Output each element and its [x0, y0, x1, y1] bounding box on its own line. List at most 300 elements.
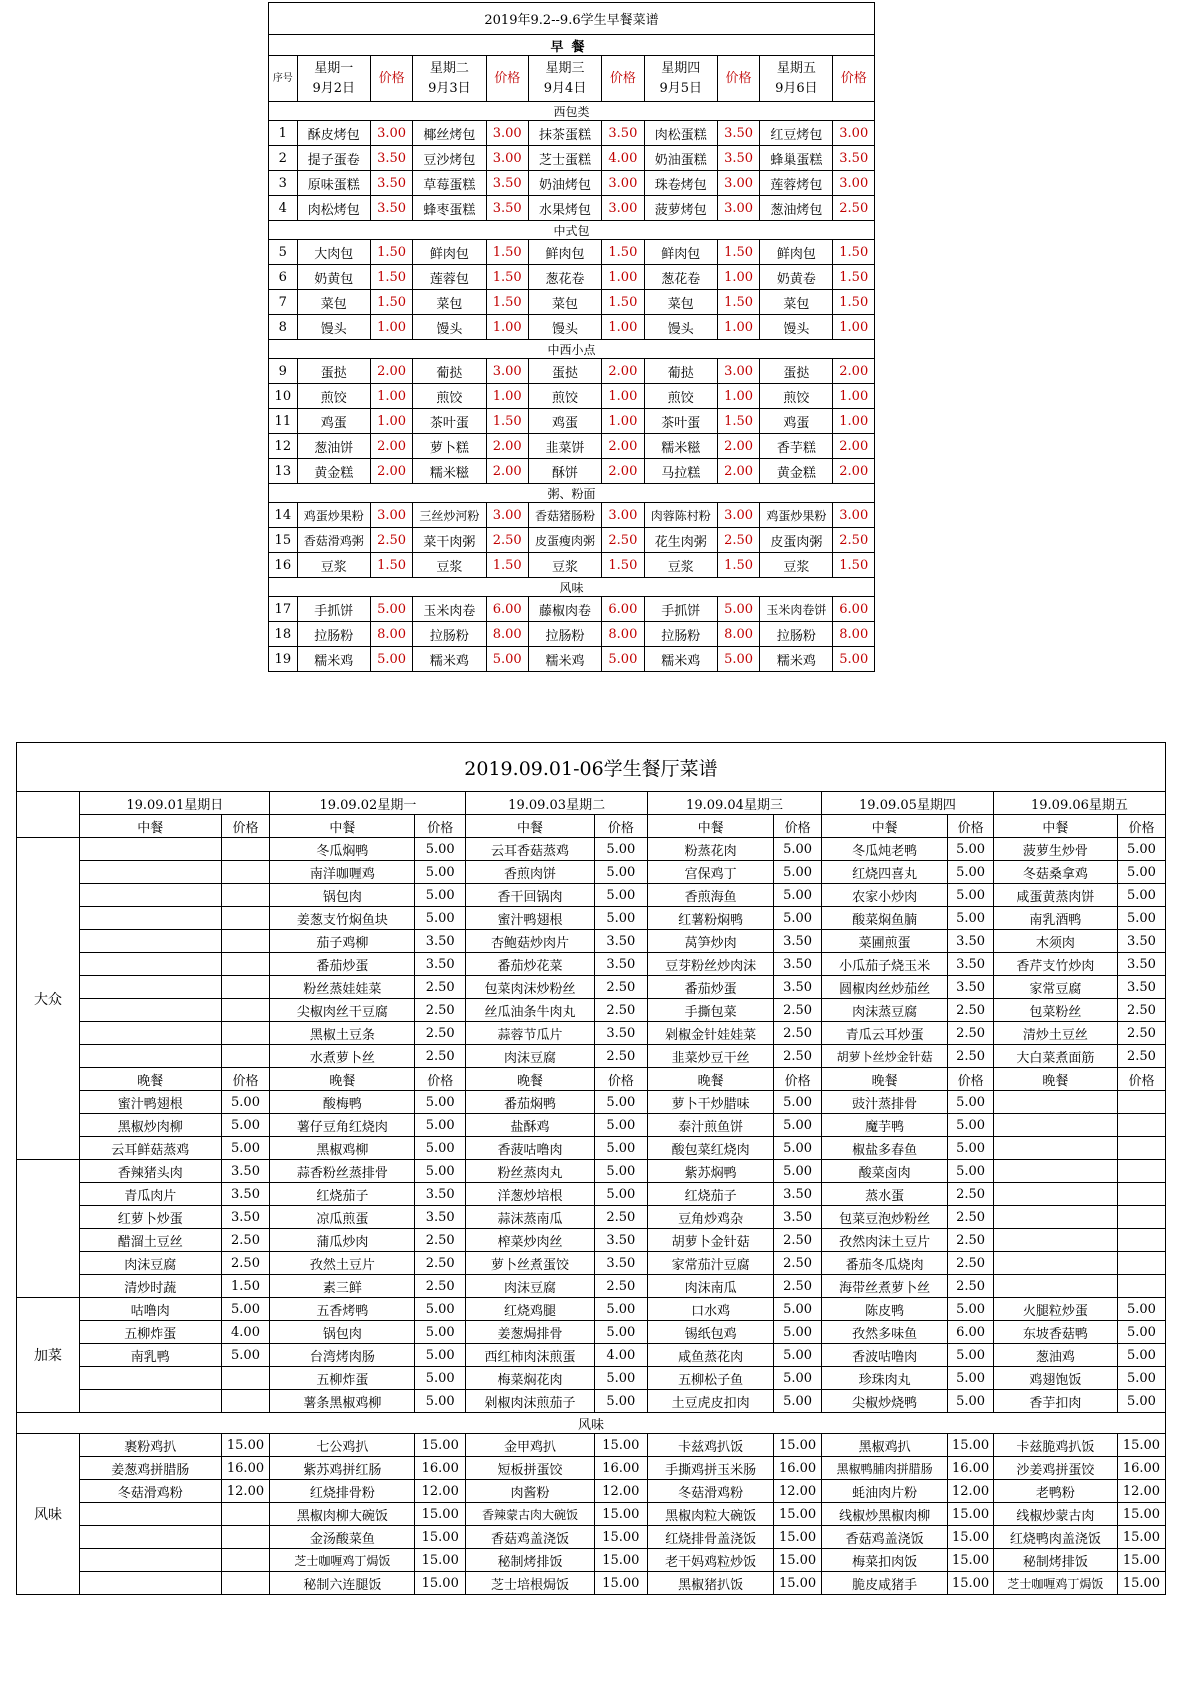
fengwei-row [17, 1480, 1166, 1503]
category-fengwei: 风味 [17, 1434, 80, 1595]
header-no: 序号 [269, 56, 298, 102]
header-day [644, 56, 717, 102]
dish-name: 木须肉 [993, 930, 1117, 953]
dish-name: 豆浆 [413, 553, 486, 578]
canteen-menu-table [16, 742, 1166, 1595]
price-label: 价格 [221, 815, 270, 838]
dinner-row [17, 1183, 1166, 1206]
dish-price: 15.00 [594, 1572, 647, 1595]
day-header: 19.09.02星期一 [270, 792, 466, 815]
dish-name: 玉米肉卷饼 [760, 597, 833, 622]
dish-price: 5.00 [774, 1114, 822, 1137]
dish-name: 咸蛋黄蒸肉饼 [993, 884, 1117, 907]
dish-price: 5.00 [594, 1114, 647, 1137]
dish-price: 15.00 [415, 1434, 466, 1457]
dish-price: 2.50 [594, 1045, 647, 1068]
breakfast-header-row [269, 56, 875, 102]
dish-name: 红烧鸡腿 [466, 1298, 594, 1321]
date: 9月5日 [659, 80, 702, 96]
dish-price: 2.50 [948, 999, 994, 1022]
dish-name: 拉肠粉 [297, 622, 370, 647]
dish-name: 香芋糕 [760, 434, 833, 459]
dish-name: 番茄炒蛋 [647, 976, 773, 999]
dish-name: 鸡翅饱饭 [993, 1367, 1117, 1390]
menu-row [269, 622, 875, 647]
dish-name: 凉瓜煎蛋 [270, 1206, 415, 1229]
header-price: 价格 [370, 56, 412, 102]
dish-price: 3.00 [370, 121, 412, 146]
dish-name: 番茄炒花菜 [466, 953, 594, 976]
dish-price [221, 884, 270, 907]
price-label: 价格 [594, 815, 647, 838]
dish-price: 5.00 [594, 1390, 647, 1413]
dish-price [1117, 1229, 1165, 1252]
dish-name: 鲜肉包 [413, 240, 486, 265]
dish-name: 黄金糕 [760, 459, 833, 484]
dish-name [993, 1275, 1117, 1298]
dish-price: 5.00 [594, 1298, 647, 1321]
dish-name: 手抓饼 [644, 597, 717, 622]
dish-name: 陈皮鸭 [822, 1298, 948, 1321]
dish-price: 15.00 [948, 1549, 994, 1572]
dish-name: 芝士咖喱鸡丁焗饭 [993, 1572, 1117, 1595]
dish-price: 2.50 [948, 1022, 994, 1045]
dish-name: 芝士咖喱鸡丁焗饭 [270, 1549, 415, 1572]
dish-price: 1.00 [717, 384, 759, 409]
dish-name [80, 838, 221, 861]
dish-price: 1.50 [602, 553, 644, 578]
dish-price: 3.00 [717, 359, 759, 384]
dish-name: 糯米鸡 [528, 647, 601, 672]
dish-name: 黑椒鸡扒 [822, 1434, 948, 1457]
price-label: 价格 [415, 815, 466, 838]
dish-name: 手抓饼 [297, 597, 370, 622]
dish-name: 剁椒金针娃娃菜 [647, 1022, 773, 1045]
dish-name: 火腿粒炒蛋 [993, 1298, 1117, 1321]
section-label: 中式包 [269, 221, 875, 240]
date: 9月6日 [775, 80, 818, 96]
dish-name: 韭菜饼 [528, 434, 601, 459]
fengwei-row [17, 1526, 1166, 1549]
dish-price: 15.00 [415, 1503, 466, 1526]
dish-name: 糯米鸡 [760, 647, 833, 672]
lunch-row [17, 1045, 1166, 1068]
dish-name: 鸡蛋 [528, 409, 601, 434]
dish-price: 1.50 [370, 265, 412, 290]
header-day [297, 56, 370, 102]
dish-price: 5.00 [594, 907, 647, 930]
dinner-row [17, 1252, 1166, 1275]
dish-name: 黑椒土豆条 [270, 1022, 415, 1045]
dish-name: 酥皮烤包 [297, 121, 370, 146]
dish-name: 清炒土豆丝 [993, 1022, 1117, 1045]
dish-name [80, 953, 221, 976]
dish-price: 3.00 [717, 171, 759, 196]
dish-price: 2.50 [774, 1022, 822, 1045]
dish-price: 5.00 [1117, 1321, 1165, 1344]
dish-price: 5.00 [221, 1344, 270, 1367]
dish-name: 清炒时蔬 [80, 1275, 221, 1298]
dish-price: 2.50 [833, 196, 875, 221]
dish-name: 藤椒肉卷 [528, 597, 601, 622]
dish-price: 8.00 [717, 622, 759, 647]
day-header: 19.09.05星期四 [822, 792, 994, 815]
dish-name: 香菇鸡盖浇饭 [466, 1526, 594, 1549]
row-number: 6 [269, 265, 298, 290]
dish-price: 3.00 [602, 196, 644, 221]
dish-price [221, 976, 270, 999]
dish-name [80, 907, 221, 930]
dish-name: 杏鲍菇炒肉片 [466, 930, 594, 953]
dish-price: 2.00 [602, 434, 644, 459]
dish-price: 5.00 [221, 1298, 270, 1321]
dish-price: 5.00 [415, 838, 466, 861]
menu-row [269, 434, 875, 459]
dish-name: 东坡香菇鸭 [993, 1321, 1117, 1344]
dish-name [80, 1390, 221, 1413]
dish-price: 4.00 [602, 146, 644, 171]
row-number: 10 [269, 384, 298, 409]
dish-price: 15.00 [948, 1434, 994, 1457]
dinner-row [17, 1091, 1166, 1114]
dish-price: 1.00 [833, 315, 875, 340]
dish-price: 3.50 [594, 953, 647, 976]
dish-name: 菜包 [760, 290, 833, 315]
dish-name: 素三鲜 [270, 1275, 415, 1298]
dish-price: 1.50 [833, 290, 875, 315]
dish-price: 5.00 [948, 884, 994, 907]
dish-name: 咕噜肉 [80, 1298, 221, 1321]
dish-name: 青瓜云耳炒蛋 [822, 1022, 948, 1045]
dish-name: 草莓蛋糕 [413, 171, 486, 196]
dish-name: 豉汁蒸排骨 [822, 1091, 948, 1114]
dish-name: 薯仔豆角红烧肉 [270, 1114, 415, 1137]
dish-name: 酥饼 [528, 459, 601, 484]
dish-name: 香干回锅肉 [466, 884, 594, 907]
dish-price [1117, 1160, 1165, 1183]
weekday: 星期一 [314, 60, 354, 76]
dish-name: 秘制六连腿饭 [270, 1572, 415, 1595]
dish-name: 豆角炒鸡杂 [647, 1206, 773, 1229]
dish-name: 薯条黑椒鸡柳 [270, 1390, 415, 1413]
dish-name [80, 1367, 221, 1390]
dish-price: 5.00 [415, 1137, 466, 1160]
dish-price: 16.00 [221, 1457, 270, 1480]
dish-name: 梅菜焖花肉 [466, 1367, 594, 1390]
dish-price: 5.00 [221, 1137, 270, 1160]
dish-name: 蜜汁鸭翅根 [466, 907, 594, 930]
dish-price: 5.00 [415, 1114, 466, 1137]
dish-price: 3.00 [370, 503, 412, 528]
dish-name: 香菇滑鸡粥 [297, 528, 370, 553]
date: 9月4日 [543, 80, 587, 96]
dish-price: 1.50 [833, 553, 875, 578]
dish-name: 豆浆 [297, 553, 370, 578]
dish-name: 酸包菜红烧肉 [647, 1137, 773, 1160]
dish-name: 葱花卷 [644, 265, 717, 290]
dish-price [1117, 1091, 1165, 1114]
dish-price [221, 999, 270, 1022]
dish-price: 3.50 [221, 1206, 270, 1229]
dish-price: 1.00 [717, 265, 759, 290]
dish-name: 粉丝蒸娃娃菜 [270, 976, 415, 999]
dish-price: 12.00 [948, 1480, 994, 1503]
dish-price: 15.00 [774, 1549, 822, 1572]
dish-price: 16.00 [948, 1457, 994, 1480]
dish-price: 2.00 [602, 459, 644, 484]
dish-name: 剁椒肉沫煎茄子 [466, 1390, 594, 1413]
dish-name: 肉酱粉 [466, 1480, 594, 1503]
dish-price [1117, 1252, 1165, 1275]
lunch-label: 中餐 [466, 815, 594, 838]
dish-name: 五香烤鸭 [270, 1298, 415, 1321]
dish-name [80, 1549, 221, 1572]
dish-price: 5.00 [415, 907, 466, 930]
dish-name: 尖椒炒烧鸭 [822, 1390, 948, 1413]
dish-price: 16.00 [774, 1457, 822, 1480]
dish-name: 玉米肉卷 [413, 597, 486, 622]
section-label: 中西小点 [269, 340, 875, 359]
dish-name: 香芹支竹炒肉 [993, 953, 1117, 976]
section-label: 粥、粉面 [269, 484, 875, 503]
dish-price: 3.50 [370, 146, 412, 171]
menu-row [269, 528, 875, 553]
dish-name [80, 930, 221, 953]
dish-price: 15.00 [948, 1503, 994, 1526]
dish-price: 2.00 [486, 434, 528, 459]
dish-price: 15.00 [774, 1434, 822, 1457]
dish-name: 鸡蛋 [297, 409, 370, 434]
dish-name: 老干妈鸡粒炒饭 [647, 1549, 773, 1572]
dish-name: 姜葱支竹焖鱼块 [270, 907, 415, 930]
dinner-label: 晚餐 [993, 1068, 1117, 1091]
dinner-label: 晚餐 [822, 1068, 948, 1091]
dish-name: 糯米鸡 [413, 647, 486, 672]
dish-price: 5.00 [594, 1160, 647, 1183]
dish-name: 红烧排骨粉 [270, 1480, 415, 1503]
section-row [269, 102, 875, 121]
section-row [269, 340, 875, 359]
dish-name: 奶油蛋糕 [644, 146, 717, 171]
dish-price: 2.50 [948, 1275, 994, 1298]
lunch-row [17, 1022, 1166, 1045]
lunch-row [17, 930, 1166, 953]
dish-price: 2.50 [594, 976, 647, 999]
dish-name: 榨菜炒肉丝 [466, 1229, 594, 1252]
dish-price [1117, 1137, 1165, 1160]
dish-price: 5.00 [717, 647, 759, 672]
dish-price: 3.50 [486, 196, 528, 221]
category-jiacai: 加菜 [17, 1298, 80, 1413]
menu-row [269, 146, 875, 171]
date: 9月3日 [428, 80, 471, 96]
dish-name: 魔芋鸭 [822, 1114, 948, 1137]
dish-name: 红烧鸭肉盖浇饭 [993, 1526, 1117, 1549]
dish-price: 3.00 [717, 196, 759, 221]
dish-price: 2.50 [370, 528, 412, 553]
dish-name: 拉肠粉 [413, 622, 486, 647]
dish-price: 15.00 [415, 1549, 466, 1572]
dish-price: 3.50 [774, 930, 822, 953]
dish-name: 锡纸包鸡 [647, 1321, 773, 1344]
dish-price: 5.00 [1117, 1367, 1165, 1390]
dish-price: 15.00 [594, 1549, 647, 1572]
dish-name: 葡挞 [644, 359, 717, 384]
dish-name: 黑椒炒肉柳 [80, 1114, 221, 1137]
dish-price [221, 930, 270, 953]
dinner-row [17, 1137, 1166, 1160]
dish-name: 香辣蒙古肉大碗饭 [466, 1503, 594, 1526]
dish-name: 口水鸡 [647, 1298, 773, 1321]
dish-price: 5.00 [774, 1091, 822, 1114]
dish-name: 农家小炒肉 [822, 884, 948, 907]
dish-price: 3.50 [594, 930, 647, 953]
dish-name: 蜂枣蛋糕 [413, 196, 486, 221]
price-label: 价格 [774, 1068, 822, 1091]
dish-name: 拉肠粉 [644, 622, 717, 647]
weekday: 星期三 [545, 60, 585, 76]
dish-price: 2.50 [415, 999, 466, 1022]
dish-name [993, 1114, 1117, 1137]
dish-name: 红烧排骨盖浇饭 [647, 1526, 773, 1549]
dish-price: 1.50 [370, 240, 412, 265]
dish-name: 金甲鸡扒 [466, 1434, 594, 1457]
dish-name [993, 1206, 1117, 1229]
dish-name: 土豆虎皮扣肉 [647, 1390, 773, 1413]
dish-name: 拉肠粉 [760, 622, 833, 647]
dish-name: 葱油饼 [297, 434, 370, 459]
weekday: 星期五 [776, 60, 816, 76]
dish-name: 奶油烤包 [528, 171, 601, 196]
dish-name: 沙姜鸡拼蛋饺 [993, 1457, 1117, 1480]
dish-price: 1.00 [833, 384, 875, 409]
dish-price: 5.00 [948, 1367, 994, 1390]
dish-price [221, 1022, 270, 1045]
dish-name: 鸡蛋 [760, 409, 833, 434]
dish-name: 肉沫南瓜 [647, 1275, 773, 1298]
jiacai-row [17, 1344, 1166, 1367]
dish-price: 2.50 [948, 1229, 994, 1252]
dish-price [221, 1526, 270, 1549]
section-label: 风味 [269, 578, 875, 597]
dish-price: 3.50 [1117, 953, 1165, 976]
dish-name: 宫保鸡丁 [647, 861, 773, 884]
dish-name: 秘制烤排饭 [466, 1549, 594, 1572]
dish-price [221, 861, 270, 884]
dish-name: 卡兹鸡扒饭 [647, 1434, 773, 1457]
price-label: 价格 [415, 1068, 466, 1091]
dish-price: 3.50 [1117, 976, 1165, 999]
dish-name: 圆椒肉丝炒茄丝 [822, 976, 948, 999]
breakfast-menu-table [268, 2, 875, 672]
dish-name: 粉丝蒸肉丸 [466, 1160, 594, 1183]
dish-price: 1.00 [370, 384, 412, 409]
dinner-label: 晚餐 [647, 1068, 773, 1091]
dish-name: 肉沫豆腐 [466, 1275, 594, 1298]
dish-name: 大肉包 [297, 240, 370, 265]
dish-price: 2.50 [221, 1229, 270, 1252]
dish-price: 1.00 [370, 409, 412, 434]
price-label: 价格 [948, 815, 994, 838]
dish-price: 5.00 [221, 1091, 270, 1114]
dish-price [221, 1367, 270, 1390]
row-number: 2 [269, 146, 298, 171]
dish-name: 黑椒肉粒大碗饭 [647, 1503, 773, 1526]
dinner-label: 晚餐 [270, 1068, 415, 1091]
dish-price: 2.50 [1117, 1022, 1165, 1045]
jiacai-row [17, 1298, 1166, 1321]
dish-price: 3.00 [833, 121, 875, 146]
dish-name: 南乳鸭 [80, 1344, 221, 1367]
dish-price: 15.00 [415, 1526, 466, 1549]
dish-name: 菜包 [413, 290, 486, 315]
dish-name [993, 1091, 1117, 1114]
dish-price: 1.50 [486, 240, 528, 265]
dish-price [221, 1390, 270, 1413]
dish-name: 蒜沫蒸南瓜 [466, 1206, 594, 1229]
dish-price: 5.00 [415, 1321, 466, 1344]
dish-name: 肉沫蒸豆腐 [822, 999, 948, 1022]
dish-price: 5.00 [221, 1114, 270, 1137]
dish-name: 脆皮咸猪手 [822, 1572, 948, 1595]
dish-name: 线椒炒蒙古肉 [993, 1503, 1117, 1526]
dish-name: 包菜豆泡炒粉丝 [822, 1206, 948, 1229]
dish-name: 鲜肉包 [644, 240, 717, 265]
dish-name: 菠萝生炒骨 [993, 838, 1117, 861]
dish-name: 茄子鸡柳 [270, 930, 415, 953]
dish-price: 15.00 [594, 1434, 647, 1457]
dish-price: 3.00 [486, 359, 528, 384]
fengwei-row [17, 1503, 1166, 1526]
dish-name: 奶黄包 [297, 265, 370, 290]
dish-price [1117, 1183, 1165, 1206]
dish-name: 菜包 [528, 290, 601, 315]
dish-name: 锅包肉 [270, 1321, 415, 1344]
dish-name: 胡萝卜丝炒金针菇 [822, 1045, 948, 1068]
dish-name: 香辣猪头肉 [80, 1160, 221, 1183]
breakfast-meal-row [269, 35, 875, 56]
dish-price: 2.50 [415, 1045, 466, 1068]
day-header: 19.09.04星期三 [647, 792, 821, 815]
dish-price: 5.00 [370, 647, 412, 672]
dish-price: 5.00 [594, 1367, 647, 1390]
menu-row [269, 315, 875, 340]
dish-price [1117, 1275, 1165, 1298]
menu-row [269, 409, 875, 434]
dish-name [80, 976, 221, 999]
dinner-row [17, 1160, 1166, 1183]
dish-price: 3.50 [833, 146, 875, 171]
dish-price: 15.00 [594, 1526, 647, 1549]
dish-price: 2.50 [948, 1206, 994, 1229]
dish-name: 梅菜扣肉饭 [822, 1549, 948, 1572]
dish-price: 3.50 [415, 930, 466, 953]
dish-name: 煎饺 [413, 384, 486, 409]
dish-name: 菜干肉粥 [413, 528, 486, 553]
dish-name: 肉蓉陈村粉 [644, 503, 717, 528]
dish-price: 5.00 [774, 1390, 822, 1413]
dish-name: 五柳炸蛋 [270, 1367, 415, 1390]
dish-name: 椰丝烤包 [413, 121, 486, 146]
dish-price: 15.00 [1117, 1549, 1165, 1572]
row-number: 13 [269, 459, 298, 484]
dish-name: 原味蛋糕 [297, 171, 370, 196]
dish-price: 2.50 [1117, 999, 1165, 1022]
dish-name: 香煎海鱼 [647, 884, 773, 907]
dish-name [993, 1160, 1117, 1183]
dish-name: 小瓜茄子烧玉米 [822, 953, 948, 976]
dish-name: 黑椒鸡柳 [270, 1137, 415, 1160]
